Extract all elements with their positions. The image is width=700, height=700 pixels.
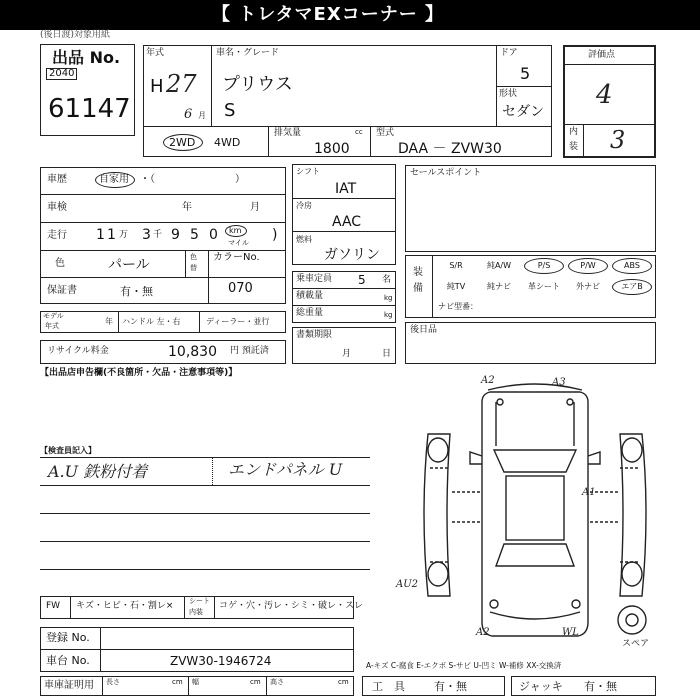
equipment-label-2: 備 — [413, 283, 423, 294]
later-items-label: 後日品 — [410, 325, 438, 335]
damage-mark-rear-left: AU2 — [396, 579, 419, 590]
cert-unit-3: cm — [338, 678, 349, 686]
tire-front-left — [428, 438, 448, 462]
spare-label: スペア — [622, 639, 650, 649]
seat-text: コゲ・穴・汚レ・シミ・破レ・スレ — [219, 601, 364, 611]
docs-day: 日 — [382, 349, 392, 359]
later-items-box — [405, 322, 656, 364]
recycle-unit: 円 預託済 — [230, 346, 269, 356]
year-era: H — [150, 76, 164, 97]
mileage-d6: 0 — [209, 227, 218, 243]
docs-label: 書類期限 — [296, 330, 333, 340]
model-year-l1: モデル — [43, 312, 64, 320]
tire-front-right — [622, 438, 642, 462]
equip-abs: ABS — [624, 261, 640, 270]
capacity-value: 5 — [358, 273, 366, 287]
equipment-label-1: 装 — [413, 267, 423, 278]
mileage-d1: 1 — [96, 227, 105, 243]
inspection-year: 年 — [182, 202, 192, 213]
mileage-mile: マイル — [228, 239, 249, 247]
color-code-label: カラーNo. — [213, 252, 260, 263]
inspector-label: 【検査員記入】 — [40, 446, 96, 455]
mirror-left — [470, 452, 482, 464]
tire-rear-right — [622, 562, 642, 586]
equip-tv: 純TV — [446, 282, 466, 291]
mileage-d3: 3 — [142, 227, 151, 243]
color-value: パール — [108, 257, 150, 273]
history-label: 車歴 — [47, 174, 67, 185]
damage-mark-rear-bumper: A2 — [476, 627, 490, 638]
inspector-note-2: エンドパネル U — [228, 460, 343, 479]
warranty-label: 保証書 — [47, 285, 77, 296]
year-label: 年式 — [146, 48, 165, 58]
equip-sr: S/R — [449, 261, 463, 270]
registration-label: 登録 No. — [46, 631, 90, 644]
equip-airbag: エアB — [621, 282, 643, 291]
car-body-outline — [482, 392, 588, 636]
sales-point-box — [405, 165, 656, 252]
mirror-right — [588, 452, 600, 464]
equip-nav-model: ナビ型番： — [438, 302, 478, 311]
shift-value: IAT — [335, 181, 357, 197]
cert-unit-1: cm — [172, 678, 183, 686]
gross-label: 総重量 — [296, 308, 324, 318]
car-damage-diagram — [410, 372, 660, 652]
front-lamp-right — [567, 399, 573, 405]
front-lamp-left — [497, 399, 503, 405]
cert-width: 幅 — [192, 678, 199, 686]
cert-label: 車庫証明用 — [44, 680, 94, 691]
inspector-note-1: A.U 鉄粉付着 — [48, 462, 148, 481]
spare-tire-inner — [626, 614, 638, 626]
tire-rear-left — [428, 562, 448, 586]
mileage-bracket: ) — [272, 227, 278, 243]
name-label: 車名・グレード — [216, 48, 280, 58]
top-note: (後日渡)対象用紙 — [40, 30, 111, 40]
color-label: 色 — [55, 258, 65, 269]
jack-label: ジャッキ — [519, 680, 563, 693]
equip-navi: 純ナビ — [487, 282, 511, 291]
lot-label: 出品 No. — [52, 48, 121, 67]
mileage-sen: 千 — [153, 230, 163, 240]
chassis-value: ZVW30-1946724 — [170, 654, 272, 668]
history-rest: ・（ ） — [140, 174, 245, 185]
year-value: 27 — [166, 70, 197, 98]
displacement-value: 1800 — [314, 141, 350, 157]
equip-aw: 純A/W — [486, 261, 512, 270]
interior-label-1: 内 — [569, 127, 579, 137]
cert-unit-2: cm — [250, 678, 261, 686]
displacement-unit: cc — [355, 128, 363, 136]
year-month: 6 — [184, 107, 193, 122]
seat-label-1: シート — [189, 597, 210, 605]
history-value: 自家用 — [99, 174, 129, 185]
cert-length: 長さ — [106, 678, 120, 686]
load-unit: kg — [384, 294, 393, 302]
lot-sub: 2040 — [46, 68, 77, 80]
rear-lamp-left — [490, 600, 498, 608]
rating-label: 評価点 — [588, 50, 616, 60]
color-change-2: 替 — [190, 264, 197, 272]
spare-tire-outer — [618, 606, 646, 634]
equip-leather: 革シート — [528, 282, 560, 291]
equip-ext-navi: 外ナビ — [576, 282, 600, 291]
model-year-dealer: ディーラー・並行 — [206, 317, 270, 326]
seat-label-2: 内装 — [189, 608, 203, 616]
model-year-l2: 年式 — [45, 322, 59, 330]
gross-unit: kg — [384, 311, 393, 319]
color-code: 070 — [228, 281, 253, 296]
equip-ps: P/S — [537, 261, 551, 270]
model-year-handle: ハンドル 左・右 — [122, 317, 181, 326]
mileage-d2: 1 — [107, 227, 116, 243]
type-label: 型式 — [376, 128, 395, 138]
interior-value: 3 — [610, 126, 626, 154]
drive-2wd: 2WD — [169, 136, 196, 149]
grade: S — [224, 100, 236, 121]
type-value: DAA － ZVW30 — [398, 141, 502, 157]
rear-lamp-right — [572, 600, 580, 608]
inspection-month: 月 — [250, 202, 260, 213]
mileage-label: 走行 — [47, 230, 67, 241]
roof — [506, 476, 564, 540]
shape-label: 形状 — [499, 89, 518, 99]
docs-month: 月 — [342, 349, 352, 359]
drive-4wd: 4WD — [214, 136, 241, 149]
damage-legend: A-キズ C-腐食 E-エクボ S-サビ U-凹ミ W-補修 XX-交換済 — [366, 661, 562, 670]
door-label: ドア — [500, 48, 518, 58]
rating-value: 4 — [596, 80, 613, 110]
fuel-value: ガソリン — [324, 247, 380, 263]
damage-mark-side-right: A1 — [582, 487, 596, 498]
recycle-label: リサイクル料金 — [47, 346, 109, 356]
chassis-label: 車台 No. — [46, 654, 90, 667]
capacity-label: 乗車定員 — [296, 274, 333, 284]
jack-value: 有・無 — [584, 680, 617, 693]
color-change-1: 色 — [190, 253, 197, 261]
shift-label: シフト — [296, 167, 320, 176]
door-value: 5 — [520, 64, 531, 83]
model-year-year: 年 — [105, 317, 113, 326]
interior-label-2: 装 — [569, 142, 579, 152]
tools-value: 有・無 — [434, 680, 467, 693]
ac-label: 冷房 — [296, 201, 312, 210]
displacement-label: 排気量 — [274, 128, 302, 138]
mileage-km: km — [229, 226, 242, 235]
inspection-label: 車検 — [47, 202, 67, 213]
warranty-value: 有・無 — [120, 285, 153, 298]
report-label: 【出品店申告欄(不良箇所・欠品・注意事項等)】 — [40, 368, 238, 378]
damage-mark-rear-right: WL — [562, 627, 579, 638]
equip-pw: P/W — [580, 261, 596, 270]
damage-mark-front-right: A3 — [552, 377, 566, 388]
windshield — [494, 450, 576, 472]
mileage-man: 万 — [119, 230, 129, 240]
model-name: プリウス — [222, 74, 293, 95]
fw-label: FW — [46, 601, 61, 611]
damage-mark-front-left: A2 — [481, 375, 495, 386]
lot-number: 61147 — [48, 94, 131, 124]
year-month-unit: 月 — [198, 111, 206, 120]
shape-value: セダン — [502, 104, 545, 120]
cert-height: 高さ — [270, 678, 284, 686]
mileage-d4: 9 — [171, 227, 180, 243]
capacity-unit: 名 — [382, 275, 392, 285]
ac-value: AAC — [332, 214, 362, 230]
sales-point-label: セールスポイント — [410, 168, 482, 178]
recycle-value: 10,830 — [168, 344, 217, 360]
fw-text: キズ・ヒビ・石・割レ× — [76, 601, 174, 611]
load-label: 積載量 — [296, 291, 324, 301]
rear-bumper — [490, 612, 580, 619]
fuel-label: 燃料 — [296, 235, 312, 244]
mileage-d5: 5 — [190, 227, 199, 243]
tools-label: 工 具 — [372, 680, 405, 693]
front-bumper — [488, 384, 582, 390]
rear-window — [496, 544, 574, 566]
header-title: 【 トレタマEXコーナー 】 — [212, 4, 444, 25]
